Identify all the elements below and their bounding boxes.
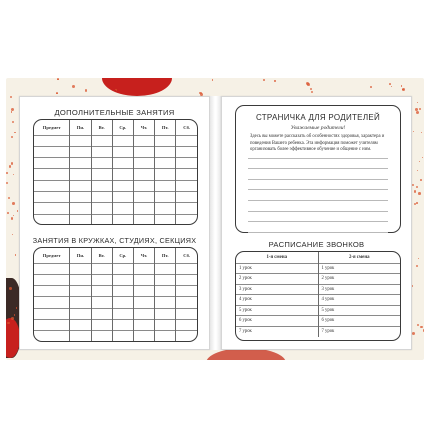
table-cell [133,319,154,330]
table-row [236,305,400,316]
table-cell [34,180,70,191]
lesson-label: 7 урок [236,326,277,337]
writing-line [248,222,388,233]
table-cell [133,180,154,191]
lesson-label: 3 урок [236,284,277,295]
table-row [236,284,400,295]
table-cell [70,308,91,319]
lesson-label: 4 урок [318,295,359,306]
table-row [236,274,400,285]
table-cell [34,135,70,146]
table-cell [155,214,176,225]
table-cell [112,319,133,330]
table-cell [155,191,176,202]
table-cell [70,158,91,169]
column-header: Сб. [176,120,197,135]
bells-table [236,252,400,337]
table-cell [34,158,70,169]
table-row [34,214,197,225]
shift2-header: 2-я смена [318,252,400,263]
time-cell [359,316,400,327]
right-page [221,96,412,350]
table-cell [112,331,133,342]
table-cell [70,203,91,214]
table-cell [70,263,91,274]
table-cell [112,308,133,319]
table-cell [70,297,91,308]
table-cell [176,203,197,214]
table-cell [91,308,112,319]
table-cell [91,203,112,214]
table-cell [34,203,70,214]
table-row [34,191,197,202]
table-row [34,274,197,285]
time-cell [277,284,318,295]
table-cell [112,203,133,214]
time-cell [277,263,318,274]
table-cell [34,146,70,157]
table-cell [112,191,133,202]
table-row [236,263,400,274]
table-row [34,319,197,330]
table-cell [112,263,133,274]
lesson-label: 5 урок [318,305,359,316]
column-header: Предмет [42,124,61,130]
column-header: Пт. [155,248,176,263]
clubs-table-frame [33,247,198,342]
table-row [34,203,197,214]
table-cell [176,169,197,180]
bells-table-frame [235,251,401,341]
table-cell [133,158,154,169]
table-cell [70,286,91,297]
column-header: Сб. [176,248,197,263]
clubs-title: ЗАНЯТИЯ В КРУЖКАХ, СТУДИЯХ, СЕКЦИЯХ [32,236,197,245]
table-cell [155,286,176,297]
time-cell [277,305,318,316]
table-cell [133,308,154,319]
time-cell [277,316,318,327]
table-cell [70,274,91,285]
table-cell [155,331,176,342]
table-cell [133,263,154,274]
parents-frame [235,105,401,233]
table-cell [176,180,197,191]
table-cell [91,331,112,342]
table-cell [70,146,91,157]
table-cell [176,319,197,330]
bells-title: РАСПИСАНИЕ ЗВОНКОВ [268,240,365,249]
table-cell [34,286,70,297]
parents-title: СТРАНИЧКА ДЛЯ РОДИТЕЛЕЙ [255,113,381,122]
table-cell [133,169,154,180]
column-header: Пн. [70,120,91,135]
shift1-header: 1-я смена [266,254,287,260]
table-cell [176,331,197,342]
table-cell [155,146,176,157]
table-cell [34,263,70,274]
table-cell [91,263,112,274]
lesson-label: 6 урок [318,316,359,327]
lesson-label: 4 урок [236,295,277,306]
table-cell [176,274,197,285]
table-cell [155,169,176,180]
table-cell [176,263,197,274]
lesson-label: 1 урок [236,263,277,274]
table-cell [112,158,133,169]
column-header: Предмет [42,252,61,258]
table-cell [112,135,133,146]
table-cell [91,135,112,146]
parents-greeting: Уважаемые родители! [290,125,346,131]
table-cell [176,191,197,202]
writing-line [248,180,388,191]
table-cell [176,308,197,319]
table-cell [34,214,70,225]
table-cell [155,274,176,285]
table-cell [112,297,133,308]
extra-lessons-table-frame [33,119,198,225]
table-cell [155,319,176,330]
table-row [236,295,400,306]
table-cell [34,308,70,319]
table-row [34,308,197,319]
column-header: Вт. [91,248,112,263]
table-row [34,146,197,157]
table-cell [91,158,112,169]
table-cell [70,180,91,191]
table-cell [176,297,197,308]
table-row [34,169,197,180]
time-cell [359,305,400,316]
time-cell [359,295,400,306]
table-cell [91,146,112,157]
table-cell [112,180,133,191]
table-cell [112,274,133,285]
time-cell [359,326,400,337]
cover-decoration [102,78,172,96]
table-cell [155,263,176,274]
extra-lessons-table [34,120,197,225]
table-cell [176,214,197,225]
table-cell [133,146,154,157]
lesson-label: 2 урок [236,274,277,285]
writing-line [248,201,388,212]
table-cell [112,169,133,180]
table-cell [34,297,70,308]
table-row [236,326,400,337]
extra-lessons-title: ДОПОЛНИТЕЛЬНЫЕ ЗАНЯТИЯ [54,108,175,117]
table-cell [70,319,91,330]
clubs-table [34,248,197,342]
table-cell [70,135,91,146]
table-cell [34,191,70,202]
table-cell [112,214,133,225]
table-cell [91,180,112,191]
lesson-label: 2 урок [318,274,359,285]
table-cell [155,203,176,214]
table-cell [34,169,70,180]
parents-intro: Здесь вы можете рассказать об особенностях здоровья, характера и поведения Вашего ребенка. Эта информация поможет учителям организовать более эффективное обучение и общение с ним. [250,134,385,153]
table-cell [133,203,154,214]
column-header: Пн. [70,248,91,263]
table-row [34,263,197,274]
notebook-spine [210,96,221,350]
table-cell [91,274,112,285]
table-cell [70,331,91,342]
table-cell [155,135,176,146]
time-cell [359,274,400,285]
lesson-label: 5 урок [236,305,277,316]
column-header: Ср. [112,248,133,263]
lesson-label: 1 урок [318,263,359,274]
table-row [34,135,197,146]
table-cell [91,319,112,330]
table-cell [176,286,197,297]
parents-writing-lines [248,148,388,233]
lesson-label: 7 урок [318,326,359,337]
table-cell [155,158,176,169]
table-cell [176,158,197,169]
lesson-label: 6 урок [236,316,277,327]
column-header: Чт. [133,120,154,135]
table-row [34,180,197,191]
writing-line [248,148,388,159]
table-cell [176,135,197,146]
table-cell [91,191,112,202]
table-cell [70,214,91,225]
table-cell [91,286,112,297]
table-cell [91,214,112,225]
table-cell [155,180,176,191]
table-cell [112,146,133,157]
table-cell [155,308,176,319]
time-cell [277,274,318,285]
writing-line [248,212,388,223]
table-cell [34,274,70,285]
time-cell [359,263,400,274]
time-cell [277,295,318,306]
table-cell [133,214,154,225]
table-cell [34,319,70,330]
table-row [34,286,197,297]
table-cell [133,297,154,308]
left-page [19,96,210,350]
writing-line [248,190,388,201]
table-cell [91,169,112,180]
column-header: Пт. [155,120,176,135]
time-cell [359,284,400,295]
writing-line [248,169,388,180]
table-row [236,316,400,327]
table-cell [91,297,112,308]
table-cell [176,146,197,157]
table-cell [70,169,91,180]
table-cell [133,274,154,285]
table-row [34,331,197,342]
table-cell [34,331,70,342]
table-cell [70,191,91,202]
table-row [34,297,197,308]
table-cell [133,331,154,342]
time-cell [277,326,318,337]
column-header: Чт. [133,248,154,263]
column-header: Вт. [91,120,112,135]
table-cell [133,286,154,297]
column-header: Ср. [112,120,133,135]
table-cell [133,135,154,146]
table-row [34,158,197,169]
lesson-label: 3 урок [318,284,359,295]
writing-line [248,159,388,170]
table-cell [155,297,176,308]
table-cell [112,286,133,297]
table-cell [133,191,154,202]
